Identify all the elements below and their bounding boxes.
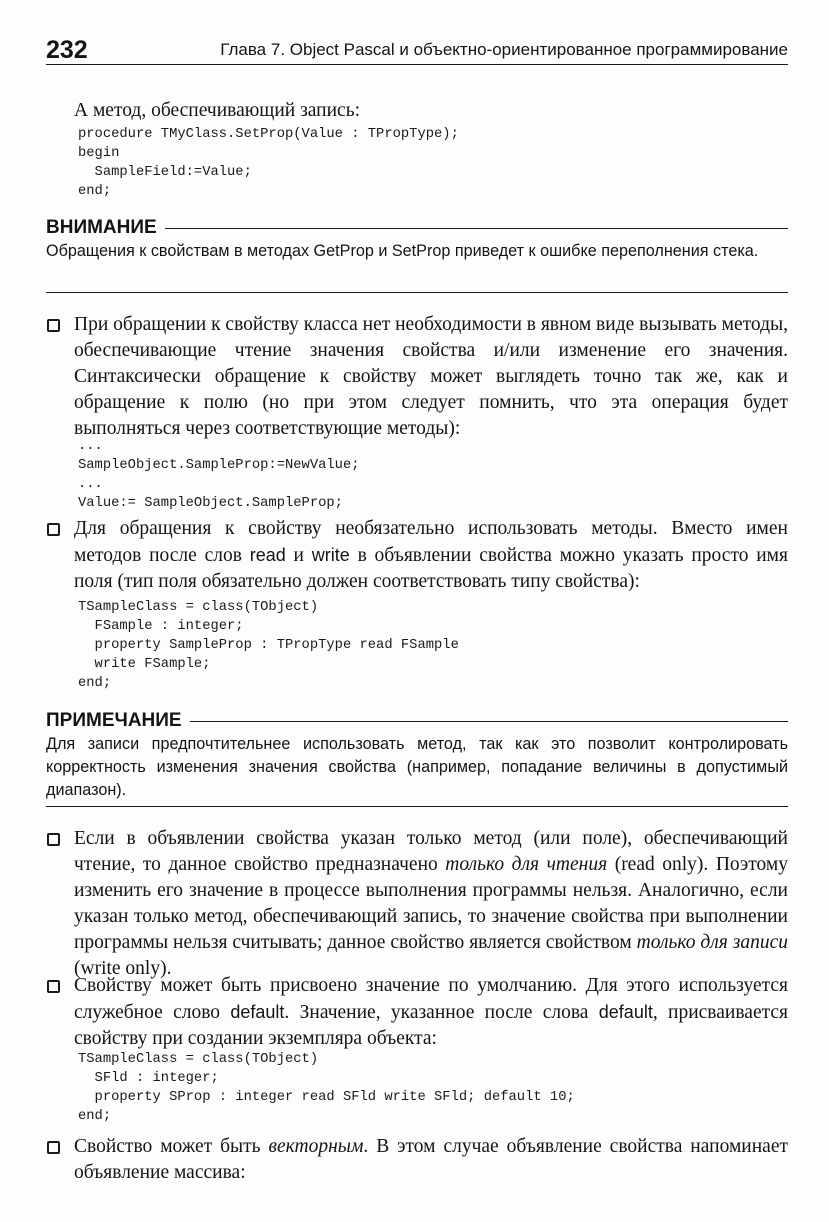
checkbox-bullet-icon — [47, 523, 60, 536]
checkbox-bullet-icon — [47, 1141, 60, 1154]
note-rule — [46, 806, 788, 807]
code-block-setprop: procedure TMyClass.SetProp(Value : TPropType); begin SampleField:=Value; end; — [78, 127, 459, 199]
emphasis-vector: векторным — [268, 1136, 364, 1157]
keyword-write: write — [311, 545, 350, 565]
intro-text: А метод, обеспечивающий запись: — [74, 100, 361, 121]
attention-title: ВНИМАНИЕ — [46, 216, 165, 240]
page-header — [46, 36, 788, 65]
note-title: ПРИМЕЧАНИЕ — [46, 709, 190, 733]
item1-text: При обращении к свойству класса нет необходимости в явном виде вызывать методы, обеспечивающие чтение значения свойства и/или изменение его значения. Синтаксически обращение к свойству может выглядеть точно так же, как и обращение к полю (но при этом следует помнить, что эта операция будет выполняться через соответствующие методы): — [74, 314, 788, 439]
checkbox-bullet-icon — [47, 980, 60, 993]
code-block-sampleclass: TSampleClass = class(TObject) FSample : integer; property SampleProp : TPropType read FSample write FSample; end; — [78, 600, 459, 691]
code-block-default-value: TSampleClass = class(TObject) SFld : integer; property SProp : integer read SFld write SFld; default 10; end; — [78, 1052, 575, 1124]
attention-text: Обращения к свойствам в методах GetProp и SetProp приведет к ошибке переполнения стека. — [46, 242, 759, 260]
code-block-property-access: ... SampleObject.SampleProp:=NewValue; ... Value:= SampleObject.SampleProp; — [78, 439, 360, 511]
keyword-default: default — [598, 1002, 653, 1022]
item5-text: Свойство может быть векторным. В этом случае объявление свойства напоминает объявление массива: — [74, 1136, 789, 1183]
attention-rule — [46, 292, 788, 293]
checkbox-bullet-icon — [47, 319, 60, 332]
page-number: 232 — [46, 36, 88, 64]
emphasis-write-only: только для записи — [636, 932, 789, 953]
keyword-read: read — [249, 545, 286, 565]
checkbox-bullet-icon — [47, 833, 60, 846]
attention-header — [46, 216, 788, 240]
item3-text: Если в объявлении свойства указан только метод (или поле), обеспечивающий чтение, то данное свойство предназначено только для чтения (read only). Поэтому изменить его значение в процессе выполнения программы нельзя. Аналогично, если указан только метод, обеспечивающий запись, то значение свойства при выполнении программы нельзя считывать; данное свойство является свойством только для записи (write only). — [74, 828, 789, 979]
note-header — [46, 709, 788, 733]
emphasis-read-only: только для чтения — [445, 854, 608, 875]
keyword-default: default — [230, 1002, 285, 1022]
item2-text: Для обращения к свойству необязательно использовать методы. Вместо имен методов после слов read и write в объявлении свойства можно указать просто имя поля (тип поля обязательно должен соответствовать типу свойства): — [74, 518, 788, 592]
item4-text: Свойству может быть присвоено значение по умолчанию. Для этого используется служебное слово default. Значение, указанное после слова default, присваивается свойству при создании экземпляра объекта: — [74, 975, 788, 1049]
running-title: Глава 7. Object Pascal и объектно-ориентированное программирование — [220, 40, 788, 59]
note-text: Для записи предпочтительнее использовать метод, так как это позволит контролировать корректность изменения значения свойства (например, попадание величины в допустимый диапазон). — [46, 735, 788, 799]
